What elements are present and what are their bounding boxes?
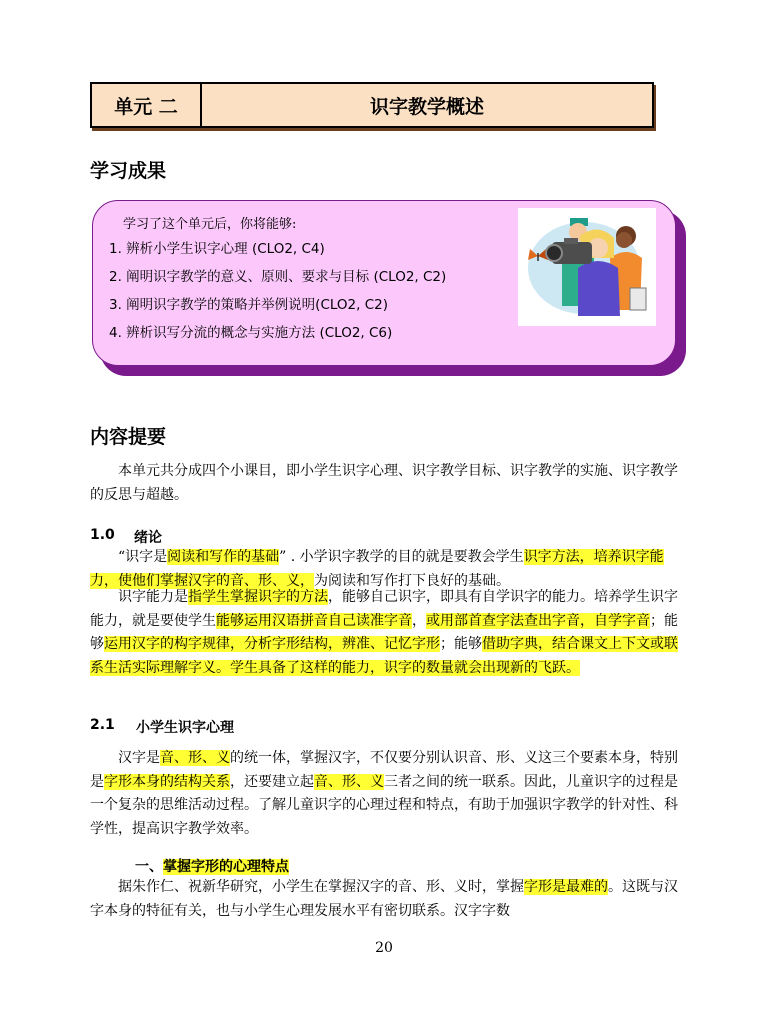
section-number: 2.1: [90, 717, 115, 733]
highlight: 运用汉字的构字规律，分析字形结构，辨准、记忆字形: [104, 636, 440, 652]
highlight: 借助字典，结合课文上下文或联系生活实际理解字义。学生具备了这样的能力，识字的数量就会出现新的飞跃。: [90, 636, 678, 676]
text: ；能够: [90, 612, 678, 652]
highlight: 音、形、义: [160, 750, 230, 766]
glyph-paragraph: [90, 876, 690, 923]
highlight: 能够运用汉语拼音自己读准字音: [216, 612, 412, 629]
outcome-item: 3. 阐明识字教学的策略并举例说明(CLO2, C2): [109, 297, 388, 313]
subsection-number: 一、: [135, 859, 163, 875]
subsection-title: 掌握字形的心理特点: [163, 859, 289, 875]
text: 的统一体，掌握汉字，不仅要分别认识音、形、义这三个要素本身，特别是: [90, 750, 678, 790]
text: ” . 小学识字教学的目的就是要教会学生: [279, 549, 524, 565]
unit-title: 识字教学概述: [369, 95, 484, 118]
outcome-item: 4. 辨析识写分流的概念与实施方法 (CLO2, C6): [109, 325, 393, 341]
highlight: 识字方法，培养识字能力，使他们掌握汉字的音、形、义，: [90, 549, 664, 589]
section-title: 小学生识字心理: [136, 720, 234, 736]
text: 。这既与汉字本身的特征有关，也与小学生心理发展水平有密切联系。汉字字数: [90, 879, 678, 919]
text: ，能够自己识字，即具有自学识字的能力。培养学生识字能力，就是要使学生: [90, 589, 678, 629]
text: ；能够: [440, 636, 482, 652]
outcomes-heading: 学习成果: [90, 160, 167, 182]
section-number: 1.0: [90, 527, 115, 543]
text: ，: [412, 612, 426, 629]
summary-heading: 内容提要: [90, 426, 167, 448]
text: 识字能力是: [118, 589, 188, 605]
intro-paragraph-2: [90, 586, 690, 680]
highlight: 指学生掌握识字的方法: [188, 589, 328, 605]
unit-label: 单元 二: [92, 84, 202, 126]
highlight: 音、形、义: [314, 773, 384, 790]
page-number: 20: [375, 940, 393, 956]
unit-header: [90, 82, 654, 128]
text: 三者之间的统一联系。因此，儿童识字的过程是一个复杂的思维活动过程。了解儿童识字的心理过程和特点，有助于加强识字教学的针对性、科学性，提高识字教学效率。: [90, 773, 678, 837]
outcome-item: 1. 辨析小学生识字心理 (CLO2, C4): [109, 241, 325, 257]
students-camera-illustration: [518, 208, 656, 326]
psychology-paragraph: [90, 747, 690, 841]
outcomes-intro: 学习了这个单元后，你将能够:: [123, 217, 297, 232]
text: 汉字是: [118, 750, 160, 766]
text: 据朱作仁、祝新华研究，小学生在掌握汉字的音、形、义时，掌握: [118, 879, 524, 895]
section-title: 绪论: [134, 530, 162, 546]
highlight: 阅读和写作的基础: [167, 549, 280, 565]
highlight: 字形本身的结构关系: [104, 773, 230, 790]
outcome-item: 2. 阐明识字教学的意义、原则、要求与目标 (CLO2, C2): [109, 269, 447, 285]
highlight: 或用部首查字法查出字音，自学字音: [426, 612, 650, 629]
highlight: 字形是最难的: [524, 879, 608, 895]
text: “识字是: [118, 549, 168, 565]
summary-text: 本单元共分成四个小课目，即小学生识字心理、识字教学目标、识字教学的实施、识字教学的反思与超越。: [90, 463, 678, 503]
text: ，还要建立起: [230, 773, 314, 790]
text: 为阅读和写作打下良好的基础。: [314, 572, 510, 589]
